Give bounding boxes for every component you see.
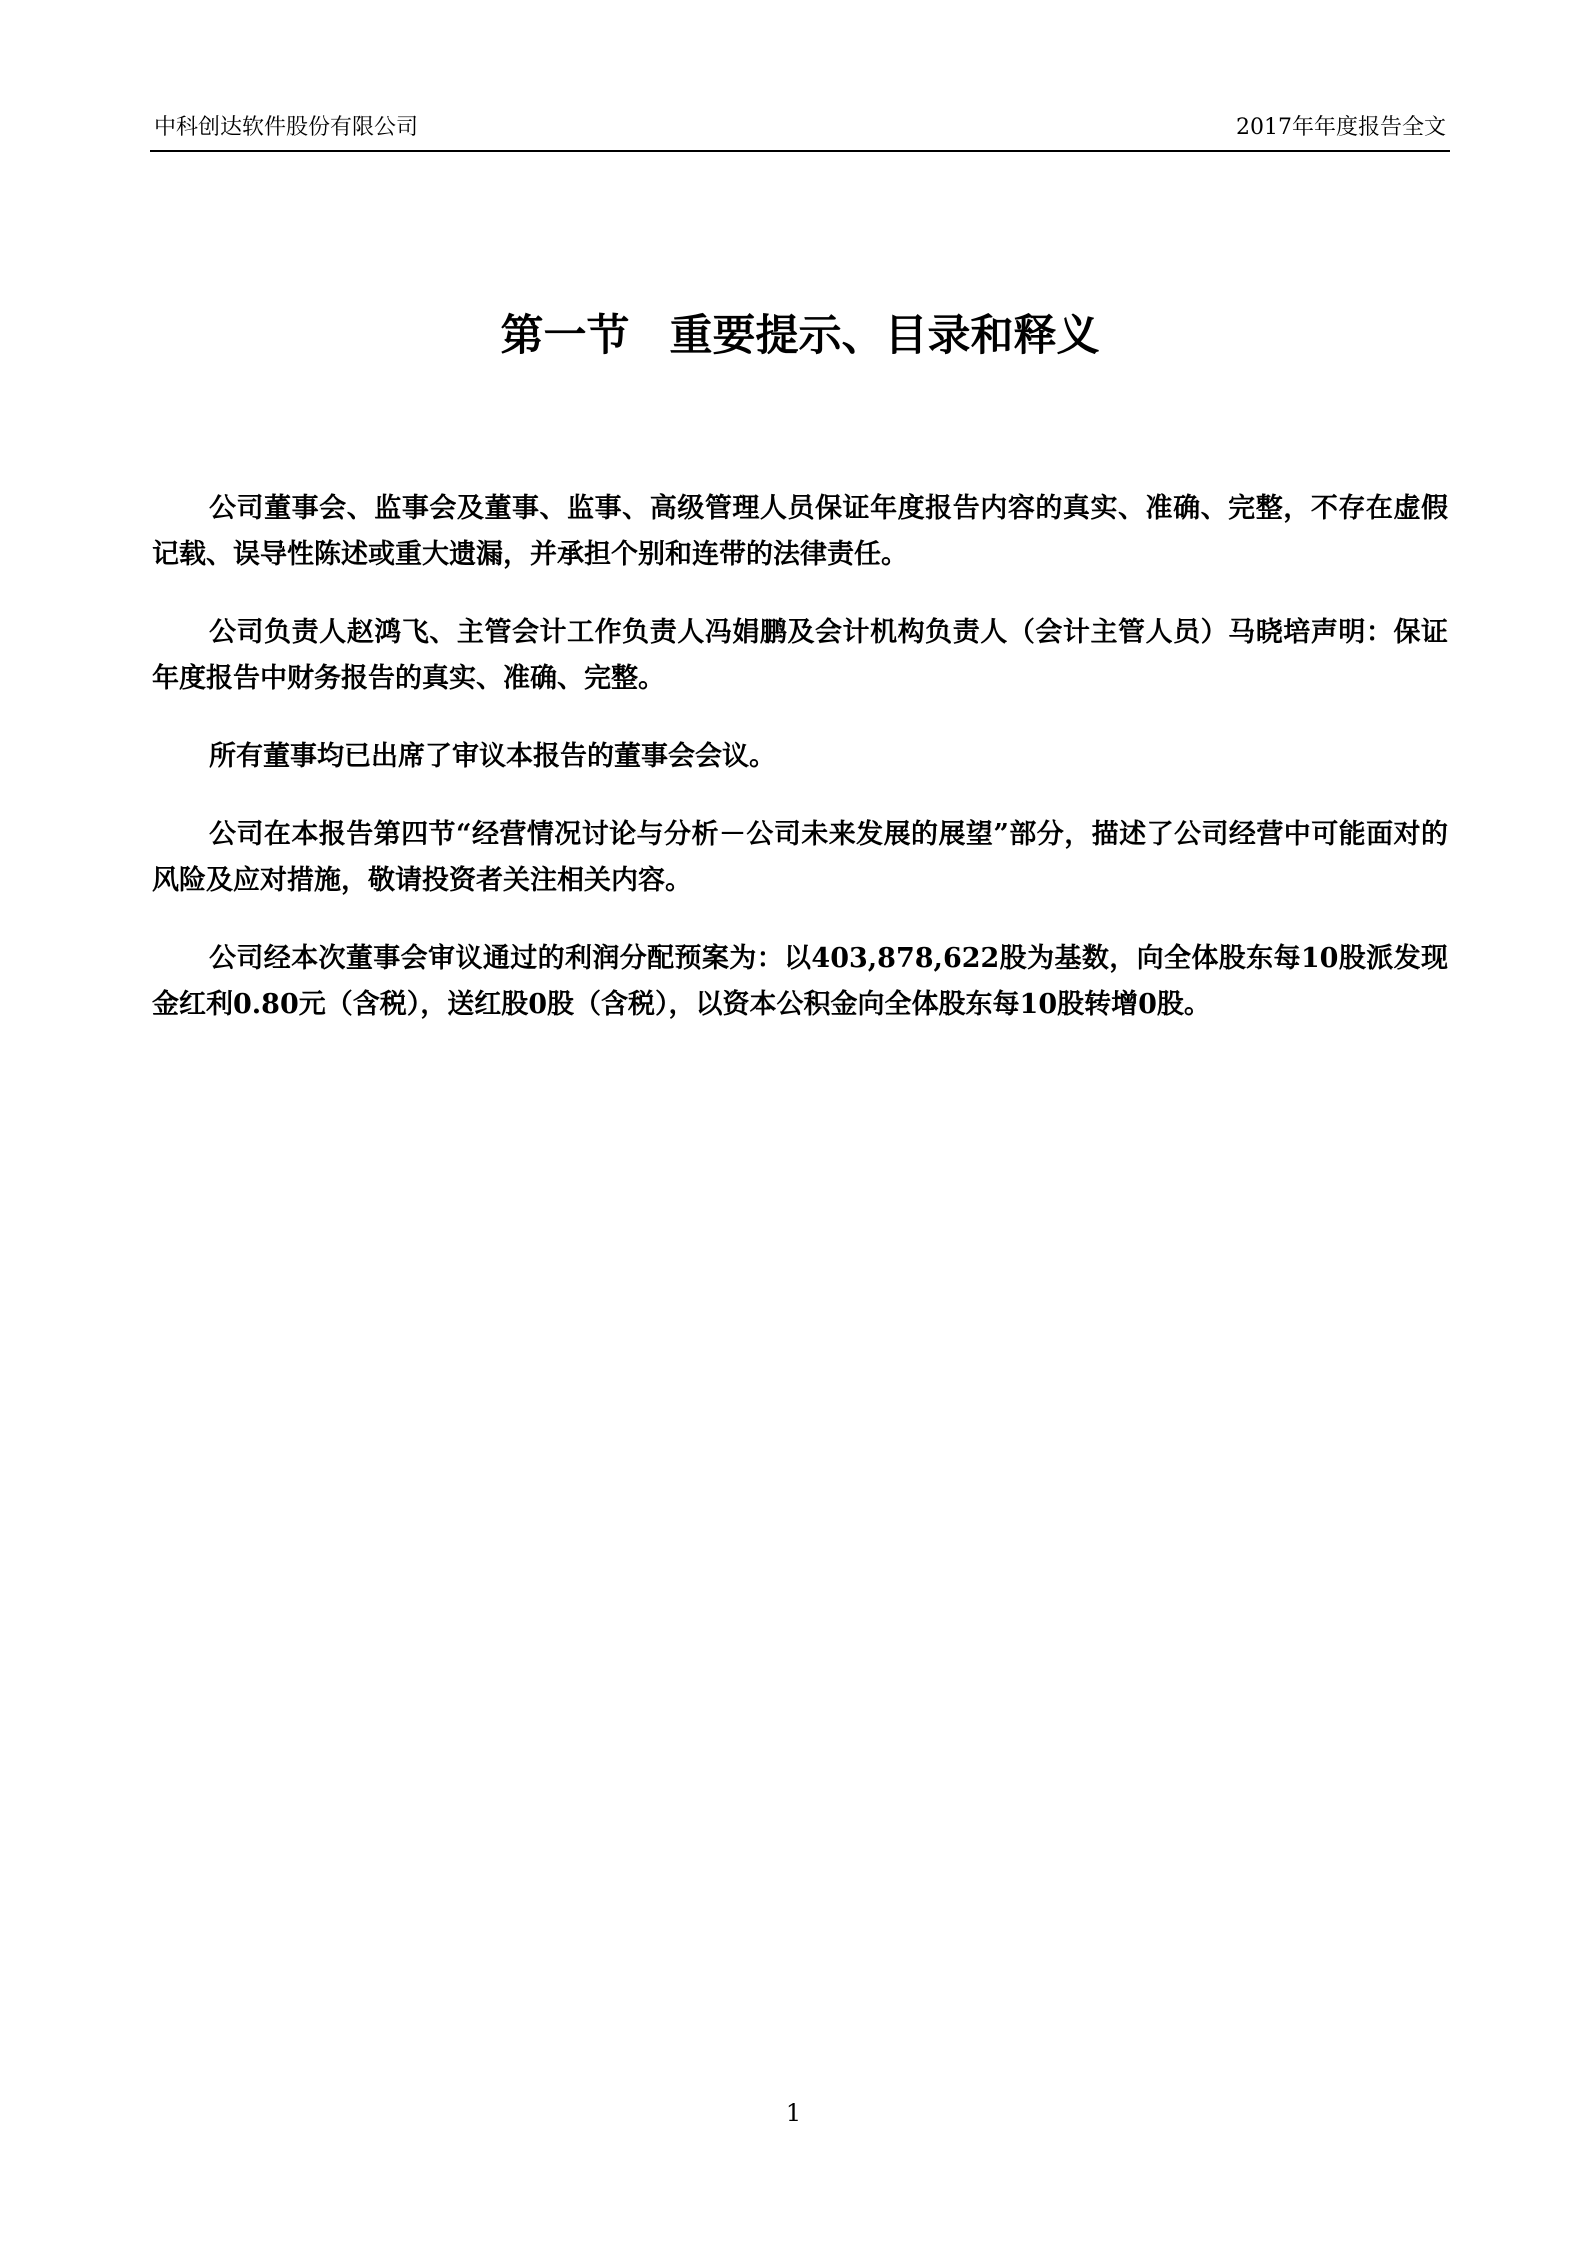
page-header: [150, 112, 1450, 152]
paragraph-risk-notice: 公司在本报告第四节“经营情况讨论与分析－公司未来发展的展望”部分，描述了公司经营中可能面对的风险及应对措施，敬请投资者关注相关内容。: [152, 819, 1448, 896]
notice-body: [152, 486, 1448, 1060]
paragraph-financial-declaration: 公司负责人赵鸿飞、主管会计工作负责人冯娟鹏及会计机构负责人（会计主管人员）马晓培声明：保证年度报告中财务报告的真实、准确、完整。: [152, 617, 1448, 694]
header-company-name: 中科创达软件股份有限公司: [154, 115, 419, 140]
paragraph-board-attendance: 所有董事均已出席了审议本报告的董事会会议。: [209, 741, 776, 772]
section-heading: 重要提示、目录和释义: [669, 311, 1100, 361]
paragraph-responsibility-statement: 公司董事会、监事会及董事、监事、高级管理人员保证年度报告内容的真实、准确、完整，不存在虚假记载、误导性陈述或重大遗漏，并承担个别和连带的法律责任。: [152, 493, 1448, 570]
section-number: 第一节: [500, 311, 630, 361]
section-title: [150, 308, 1450, 364]
header-report-title: 2017年年度报告全文: [1236, 115, 1446, 140]
paragraph-profit-distribution: 公司经本次董事会审议通过的利润分配预案为：以403,878,622股为基数，向全体股东每10股派发现金红利0.80元（含税），送红股0股（含税），以资本公积金向全体股东每10股转增0股。: [152, 943, 1448, 1020]
page-number: 1: [785, 2099, 802, 2127]
